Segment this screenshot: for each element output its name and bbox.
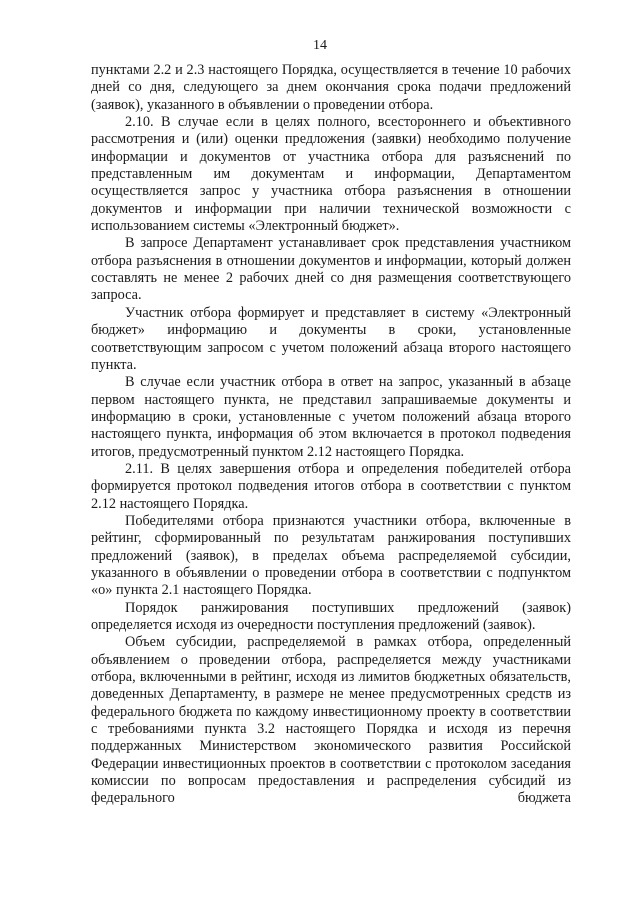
paragraph-ranking-order: Порядок ранжирования поступивших предложений (заявок) определяется исходя из очередности поступления предложений (заявок).	[91, 599, 571, 633]
page-number: 14	[313, 38, 327, 53]
paragraph-2-10: 2.10. В случае если в целях полного, всестороннего и объективного рассмотрения и (или) оценки предложения (заявки) необходимо получение информации и документов от участника отбора для разъяснений по представленным им документам и информации, Департаментом осуществляется запрос у участника отбора разъяснения в отношении документов и информации при наличии технической возможности с использованием системы «Электронный бюджет».	[91, 114, 571, 235]
paragraph-2-11: 2.11. В целях завершения отбора и определения победителей отбора формируется протокол подведения итогов отбора в соответствии с пунктом 2.12 настоящего Порядка.	[91, 460, 571, 512]
paragraph-participant-submits: Участник отбора формирует и представляет в систему «Электронный бюджет» информацию и документы в сроки, установленные соответствующим запросом с учетом положений абзаца второго настоящего пункта.	[91, 304, 571, 373]
paragraph-winners: Победителями отбора признаются участники отбора, включенные в рейтинг, сформированный по результатам ранжирования поступивших предложений (заявок), в пределах объема распределяемой субсидии, указанного в объявлении о проведении отбора в соответствии с подпунктом «о» пункта 2.1 настоящего Порядка.	[91, 512, 571, 599]
paragraph-subsidy-volume: Объем субсидии, распределяемой в рамках отбора, определенный объявлением о проведении отбора, распределяется между участниками отбора, включенными в рейтинг, исходя из лимитов бюджетных обязательств, доведенных Департаменту, в размере не менее предусмотренных средств из федерального бюджета по каждому инвестиционному проекту в соответствии с требованиями пункта 3.2 настоящего Порядка и исходя из перечня поддержанных Министерством экономического развития Российской Федерации инвестиционных проектов в соответствии с протоколом заседания комиссии по вопросам предоставления и распределения субсидий из федерального бюджета	[91, 634, 571, 807]
paragraph-request-deadline: В запросе Департамент устанавливает срок представления участником отбора разъяснения в отношении документов и информации, который должен составлять не менее 2 рабочих дней со дня размещения соответствующего запроса.	[91, 235, 571, 304]
document-body	[91, 62, 571, 808]
paragraph-no-response: В случае если участник отбора в ответ на запрос, указанный в абзаце первом настоящего пункта, не представил запрашиваемые документы и информацию в сроки, установленные с учетом положений абзаца второго настоящего пункта, информация об этом включается в протокол подведения итогов, предусмотренный пунктом 2.12 настоящего Порядка.	[91, 374, 571, 460]
paragraph-1: пунктами 2.2 и 2.3 настоящего Порядка, осуществляется в течение 10 рабочих дней со дня, следующего за днем окончания срока подачи предложений (заявок), указанного в объявлении о проведении отбора.	[91, 62, 571, 113]
